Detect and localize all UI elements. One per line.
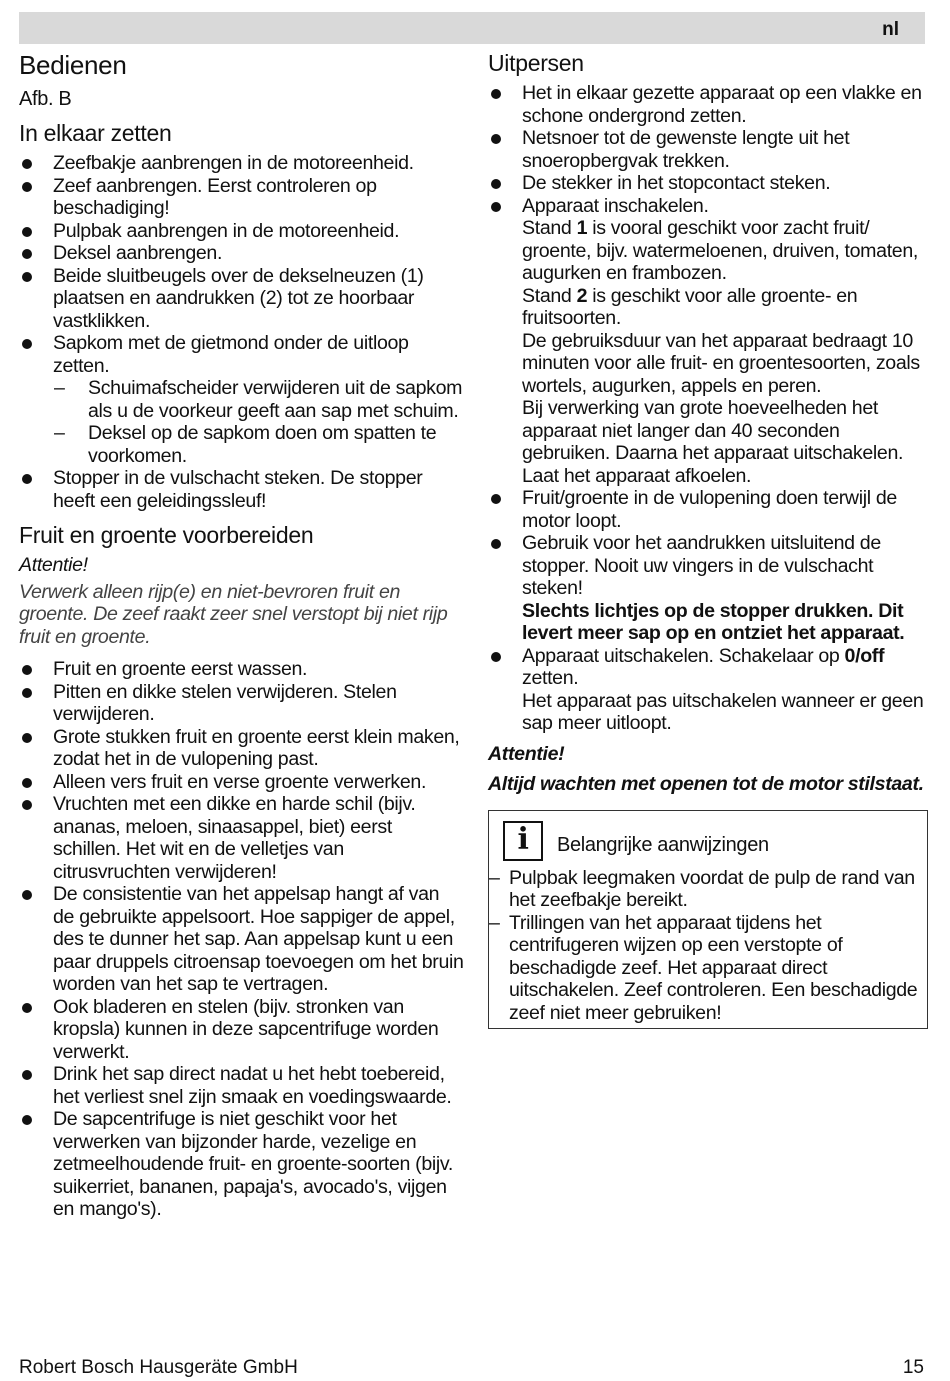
header-bar bbox=[19, 12, 925, 44]
list-item: Drink het sap direct nadat u het hebt toebereid, het verliest snel zijn smaak en voedingswaarde. bbox=[19, 1063, 464, 1108]
list-item: Pitten en dikke stelen verwijderen. Stelen verwijderen. bbox=[19, 681, 464, 726]
prep-heading: Fruit en groente voorbereiden bbox=[19, 522, 314, 548]
page-number: 15 bbox=[902, 1357, 924, 1378]
list-item: De consistentie van het appelsap hangt af van de gebruikte appelsoort. Hoe sappiger de appel, des te dunner het sap. Aan appelsap kunt u een paar druppels citroensap toevoegen om het bruin worden van het sap te vertragen. bbox=[19, 883, 464, 996]
figure-ref: Afb. B bbox=[19, 88, 72, 110]
list-item: Het in elkaar gezette apparaat op een vlakke en schone ondergrond zetten. bbox=[488, 82, 928, 127]
list-item: Fruit/groente in de vulopening doen terwijl de motor loopt. bbox=[488, 487, 928, 532]
list-item bbox=[488, 645, 928, 735]
info-list bbox=[499, 867, 924, 1025]
list-item: Pulpbak aanbrengen in de motoreenheid. bbox=[19, 220, 464, 243]
info-item: – Trillingen van het apparaat tijdens het centrifugeren wijzen op een verstopte of beschadigde zeef. Het apparaat direct uitschakelen. Zeef controleren. Een beschadigde zeef niet meer gebruiken! bbox=[489, 912, 924, 1025]
stand-1-text: Stand 1 is vooral geschikt voor zacht fruit/ groente, bijv. watermeloenen, druiven, tomaten, augurken en frambozen. bbox=[522, 217, 918, 284]
list-item: De stekker in het stopcontact steken. bbox=[488, 172, 928, 195]
switch-off-note: Het apparaat pas uitschakelen wanneer er geen sap meer uitloopt. bbox=[522, 689, 924, 734]
right-column bbox=[488, 50, 928, 1029]
section-title: Bedienen bbox=[19, 50, 127, 80]
assemble-heading: In elkaar zetten bbox=[19, 120, 172, 146]
list-item: Grote stukken fruit en groente eerst klein maken, zodat het in de vulopening past. bbox=[19, 726, 464, 771]
info-item: – Pulpbak leegmaken voordat de pulp de rand van het zeefbakje bereikt. bbox=[489, 867, 924, 912]
sub-list-item: – Deksel op de sapkom doen om spatten te voorkomen. bbox=[19, 422, 464, 467]
attention-label: Attentie! bbox=[19, 554, 88, 576]
info-header bbox=[499, 821, 924, 861]
large-quantity-text: Bij verwerking van grote hoeveelheden het apparaat niet langer dan 40 seconden gebruiken. Daarna het apparaat uitschakelen. Laat het apparaat afkoelen. bbox=[522, 397, 904, 487]
list-item: Ook bladeren en stelen (bijv. stronken van kropsla) kunnen in deze sapcentrifuge worden verwerkt. bbox=[19, 996, 464, 1064]
attention-text: Verwerk alleen rijp(e) en niet-bevroren fruit en groente. De zeef raakt zeer snel verstopt bij niet rijp fruit en groente. bbox=[19, 580, 448, 648]
list-item: Alleen vers fruit en verse groente verwerken. bbox=[19, 771, 464, 794]
stand-2-text: Stand 2 is geschikt voor alle groente- en fruitsoorten. bbox=[522, 284, 858, 329]
switch-on-line: Apparaat inschakelen. bbox=[522, 194, 709, 217]
sub-list-item: – Schuimafscheider verwijderen uit de sapkom als u de voorkeur geeft aan sap met schuim. bbox=[19, 377, 464, 422]
footer-company: Robert Bosch Hausgeräte GmbH bbox=[19, 1357, 298, 1378]
info-title: Belangrijke aanwijzingen bbox=[557, 834, 769, 857]
list-item: Zeef aanbrengen. Eerst controleren op beschadiging! bbox=[19, 175, 464, 220]
list-item bbox=[488, 195, 928, 488]
attention-text: Altijd wachten met openen tot de motor stilstaat. bbox=[488, 773, 924, 795]
press-list bbox=[488, 82, 928, 735]
list-item: De sapcentrifuge is niet geschikt voor het verwerken van bijzonder harde, vezelige en zetmeelhoudende fruit- en groente-soorten (bijv. suikerriet, bananen, papaja's, avocado's, vijgen en mango's). bbox=[19, 1108, 464, 1221]
left-column bbox=[19, 50, 464, 1221]
stopper-text: Gebruik voor het aandrukken uitsluitend de stopper. Nooit uw vingers in de vulschacht steken! bbox=[522, 532, 881, 599]
switch-off-text: Apparaat uitschakelen. Schakelaar op 0/off zetten. bbox=[522, 644, 885, 689]
info-box bbox=[488, 810, 928, 1030]
info-icon: i bbox=[503, 821, 543, 861]
language-code: nl bbox=[882, 19, 899, 40]
list-item: Stopper in de vulschacht steken. De stopper heeft een geleidingssleuf! bbox=[19, 467, 464, 512]
list-item bbox=[488, 532, 928, 645]
list-item: Fruit en groente eerst wassen. bbox=[19, 658, 464, 681]
assemble-list bbox=[19, 152, 464, 512]
list-item: Sapkom met de gietmond onder de uitloop zetten. bbox=[19, 332, 464, 377]
list-item: Deksel aanbrengen. bbox=[19, 242, 464, 265]
list-item: Beide sluitbeugels over de dekselneuzen (1) plaatsen en aandrukken (2) tot ze hoorbaar vastklikken. bbox=[19, 265, 464, 333]
list-item: Netsnoer tot de gewenste lengte uit het snoeropbergvak trekken. bbox=[488, 127, 928, 172]
prep-list bbox=[19, 658, 464, 1221]
stopper-bold-text: Slechts lichtjes op de stopper drukken. Dit levert meer sap op en ontziet het apparaat. bbox=[522, 599, 905, 644]
press-heading: Uitpersen bbox=[488, 50, 584, 76]
duration-text: De gebruiksduur van het apparaat bedraagt 10 minuten voor alle fruit- en groentesoorten, zoals wortels, augurken, appels en peren. bbox=[522, 329, 920, 397]
list-item: Zeefbakje aanbrengen in de motoreenheid. bbox=[19, 152, 464, 175]
list-item: Vruchten met een dikke en harde schil (bijv. ananas, meloen, sinaasappel, biet) eerst schillen. Het wit en de velletjes van citrusvruchten verwijderen! bbox=[19, 793, 464, 883]
attention-label: Attentie! bbox=[488, 742, 565, 765]
